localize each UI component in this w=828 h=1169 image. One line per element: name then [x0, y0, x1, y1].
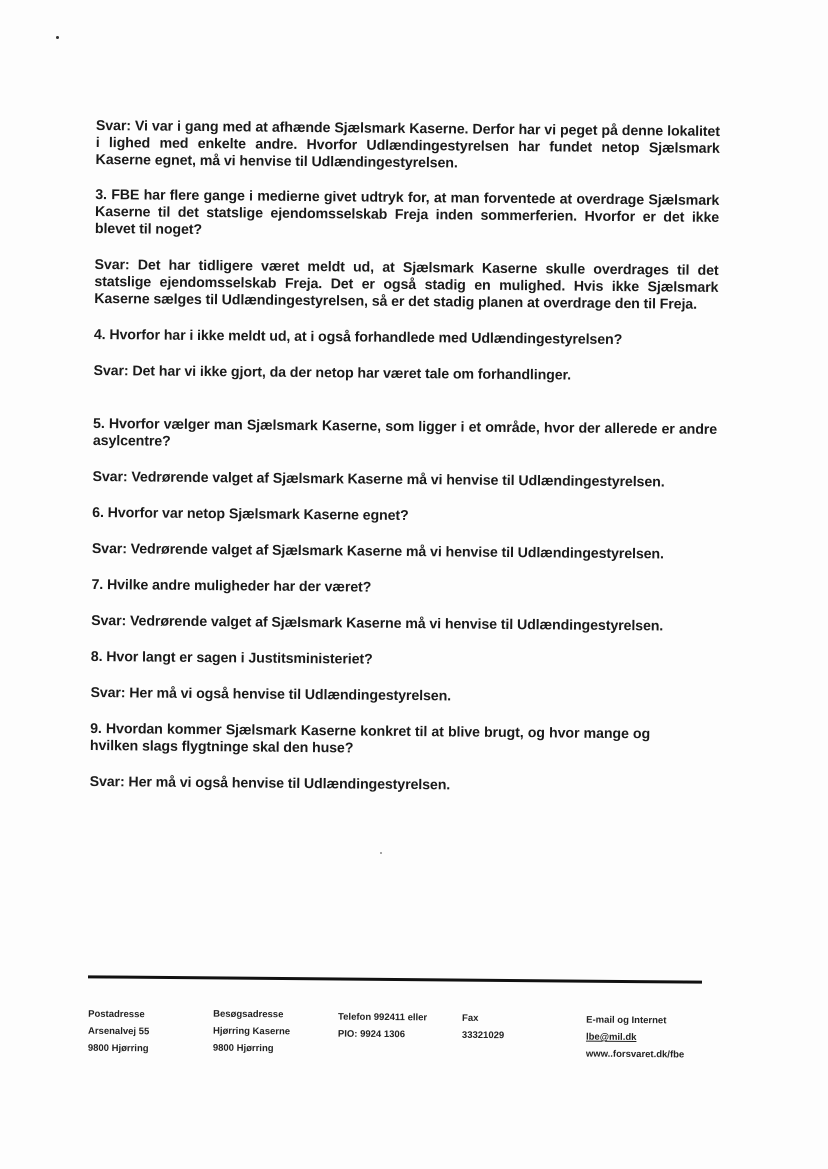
- footer-visit: [213, 1006, 291, 1058]
- answer-4: Svar: Det har vi ikke gjort, da der netop har været tale om forhandlinger.: [93, 362, 572, 384]
- answer-8: Svar: Her må vi også henvise til Udlændingestyrelsen.: [90, 684, 452, 705]
- website-link[interactable]: www..forsvaret.dk/fbe: [585, 1048, 685, 1061]
- answer-7: Svar: Vedrørende valget af Sjælsmark Kaserne må vi henvise til Udlændingestyrelsen.: [91, 612, 664, 635]
- footer-fax: [462, 1010, 505, 1044]
- postal-city: 9800 Hjørring: [87, 1042, 149, 1055]
- footer-divider: [88, 975, 702, 983]
- fax-label: Fax: [462, 1012, 479, 1024]
- footer-postal: [88, 1006, 150, 1058]
- footer-contact: [586, 1012, 685, 1064]
- pio-line: PIO: 9924 1306: [337, 1028, 406, 1041]
- visit-city: 9800 Hjørring: [212, 1042, 274, 1055]
- question-9: 9. Hvordan kommer Sjælsmark Kaserne konkret til at blive brugt, og hvor mange og hvilken slags flygtninge skal den huse?: [89, 720, 651, 757]
- phone-line: Telefon 992411 eller: [338, 1011, 428, 1024]
- answer-paragraph: Svar: Vi var i gang med at afhænde Sjælsmark Kaserne. Derfor har vi peget på denne lokalitet i lighed med enkelte andre. Hvorfor Udlændingestyrelsen har fundet netop Sjælsmark Kaserne egnet, må vi henvise til Udlændingestyrelsen.: [95, 118, 720, 172]
- question-8: 8. Hvor langt er sagen i Justitsministeriet?: [90, 648, 373, 668]
- scan-speck: [380, 852, 382, 854]
- question-7: 7. Hvilke andre muligheder har der været?: [91, 576, 372, 596]
- question-5: 5. Hvorfor vælger man Sjælsmark Kaserne, som ligger i et område, hvor der allerede er andre asylcentre?: [92, 415, 718, 450]
- question-3: 3. FBE har flere gange i medierne givet udtryk for, at man forventede at overdrage Sjælsmark Kaserne til det statslige ejendomsselskab Freja inden sommerferien. Hvorfor er det ikke blevet til noget?: [94, 186, 720, 239]
- postal-street: Arsenalvej 55: [87, 1025, 150, 1038]
- document-body: [90, 118, 720, 797]
- scan-speck: [56, 36, 59, 39]
- answer-6: Svar: Vedrørende valget af Sjælsmark Kaserne må vi henvise til Udlændingestyrelsen.: [91, 540, 664, 563]
- visit-label: Besøgsadresse: [213, 1008, 284, 1021]
- fax-number: 33321029: [461, 1029, 505, 1042]
- question-6: 6. Hvorfor var netop Sjælsmark Kaserne egnet?: [92, 504, 409, 525]
- answer-9: Svar: Her må vi også henvise til Udlændingestyrelsen.: [89, 773, 451, 794]
- answer-5: Svar: Vedrørende valget af Sjælsmark Kaserne må vi henvise til Udlændingestyrelsen.: [92, 468, 665, 491]
- footer-phone: [338, 1009, 427, 1044]
- answer-3: Svar: Det har tidligere været meldt ud, at Sjælsmark Kaserne skulle overdrages til det statslige ejendomsselskab Freja. Det er også stadig en mulighed. Hvis ikke Sjælsmark Kaserne sælges til Udlændingestyrelsen, så er det stadig planen at overdrage den til Freja.: [94, 256, 719, 313]
- email-link[interactable]: lbe@mil.dk: [585, 1031, 637, 1044]
- visit-place: Hjørring Kaserne: [212, 1025, 291, 1038]
- postal-label: Postadresse: [88, 1008, 145, 1021]
- email-label: E-mail og Internet: [586, 1014, 667, 1027]
- question-4: 4. Hvorfor har i ikke meldt ud, at i også forhandlede med Udlændingestyrelsen?: [93, 326, 623, 349]
